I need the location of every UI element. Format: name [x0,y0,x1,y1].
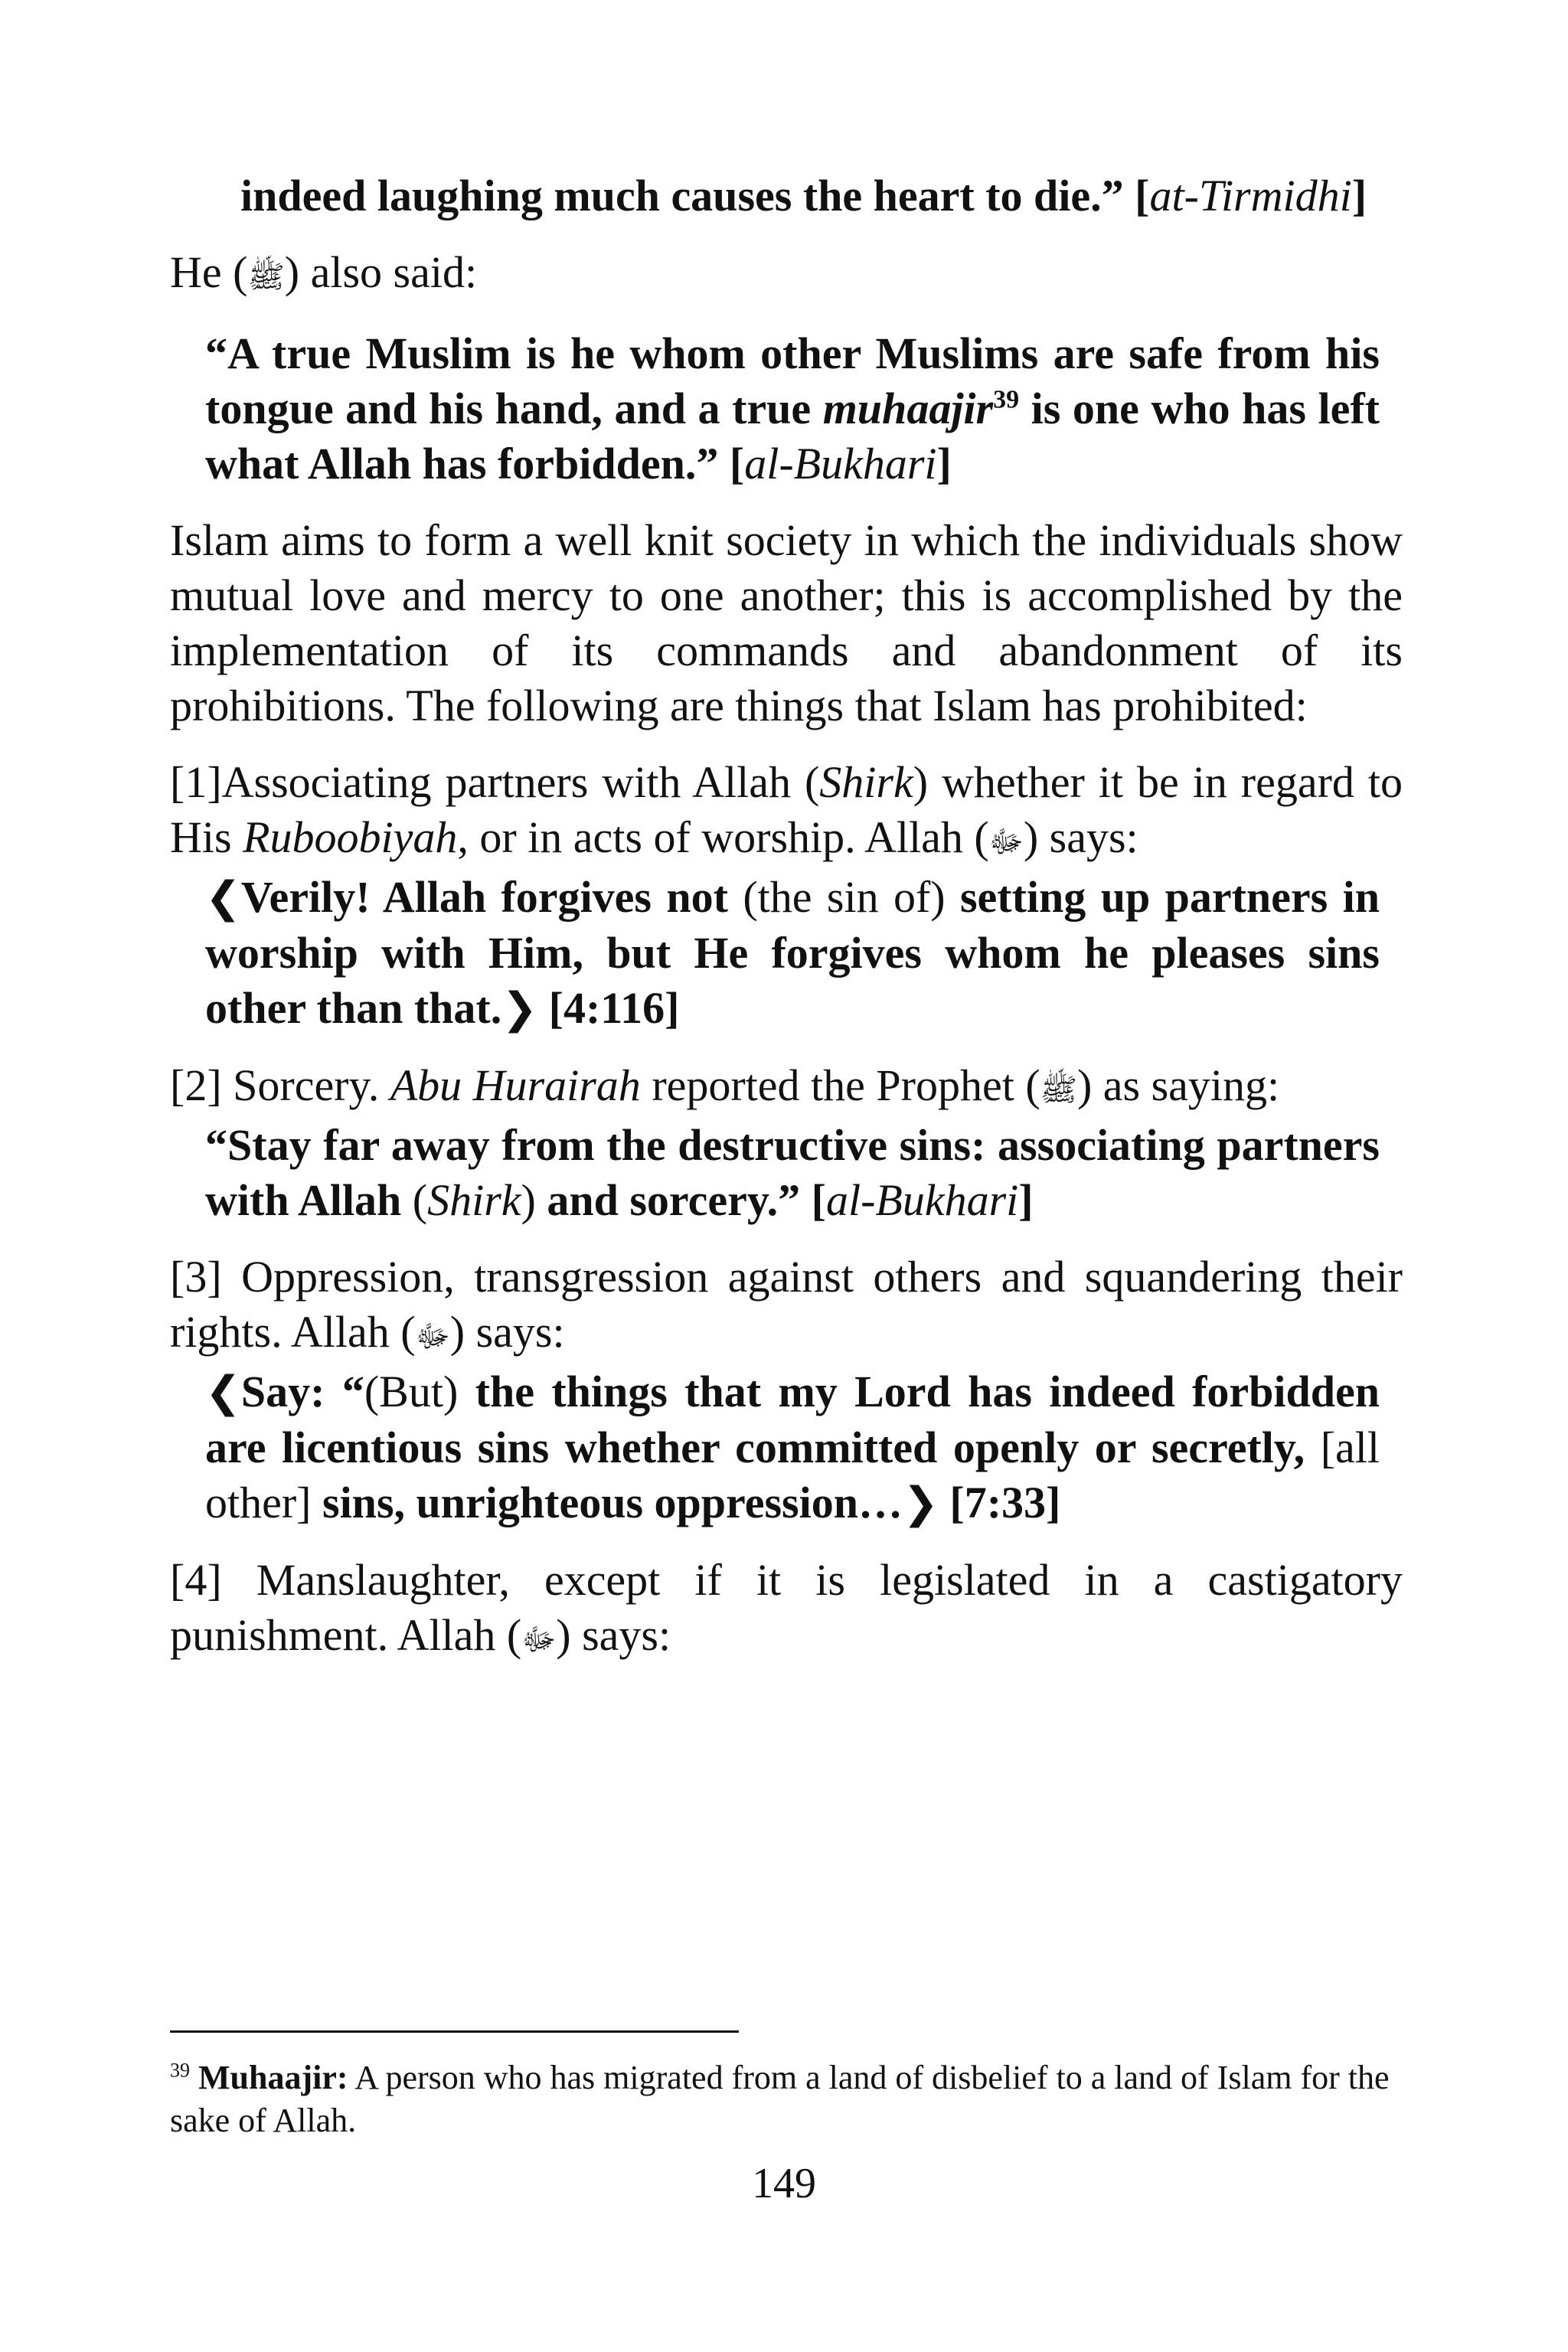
footnote-text: A person who has migrated from a land of disbelief to a land of Islam for the sake of Allah. [170,2059,1390,2139]
glorification-symbol-icon: ﷻ [988,825,1024,860]
footnote-number: 39 [170,2059,190,2082]
footnote-39 [170,2056,1395,2142]
quran-quote-4-116: ❮Verily! Allah forgives not (the sin of) setting up partners in worship with Him, but He forgives whom he pleases sins other than that.❯ [4:116] [205,872,1380,1034]
hadith-quote-true-muslim: “A true Muslim is he whom other Muslims are safe from his tongue and his hand, and a true muhaajir$^{39}$ is one who has left what Allah has forbidden.” [al-Bukhari] [205,328,1380,488]
open-ornate-bracket-icon: ❮ [205,873,241,923]
footnote-divider [170,2030,739,2033]
hadith-quote-continuation: indeed laughing much causes the heart to die.” [at-Tirmidhi] [240,171,1367,220]
paragraph-prohibition-1: [1]Associating partners with Allah (Shirk) whether it be in regard to His Ruboobiyah, or in acts of worship. Allah (ﷻ) says: [170,757,1403,862]
paragraph-islam-aims: Islam aims to form a well knit society in which the individuals show mutual love and mercy to one another; this is accomplished by the implementation of its commands and abandonment of its prohibitions. The following are things that Islam has prohibited: [170,515,1403,730]
salutation-symbol-icon: ﷺ [247,260,285,295]
footnote-term: Muhaajir: [198,2059,348,2096]
open-ornate-bracket-icon: ❮ [205,1367,241,1417]
salutation-symbol-icon: ﷺ [1040,1073,1077,1108]
paragraph-he-also-said: He (ﷺ) also said: [170,247,478,297]
footnote-ref-39: 39 [993,385,1020,414]
glorification-symbol-icon: ﷻ [521,1622,557,1658]
paragraph-prohibition-4: [4] Manslaughter, except if it is legislated in a castigatory punishment. Allah (ﷻ) says: [170,1555,1403,1660]
close-ornate-bracket-icon: ❯ [903,1478,939,1528]
page-body [170,168,1403,1668]
close-ornate-bracket-icon: ❯ [501,984,538,1034]
paragraph-prohibition-3: [3] Oppression, transgression against others and squandering their rights. Allah (ﷻ) says: [170,1252,1403,1357]
hadith-quote-destructive-sins: “Stay far away from the destructive sins: associating partners with Allah (Shirk) and sorcery.” [al-Bukhari] [205,1120,1380,1225]
page-number: 149 [752,2160,816,2207]
quran-quote-7-33: ❮Say: “(But) the things that my Lord has indeed forbidden are licentious sins whether committed openly or secretly, [all other] sins, unrighteous oppression…❯ [7:33] [205,1367,1380,1528]
paragraph-prohibition-2: [2] Sorcery. Abu Hurairah reported the Prophet (ﷺ) as saying: [170,1060,1280,1110]
glorification-symbol-icon: ﷻ [415,1319,450,1354]
